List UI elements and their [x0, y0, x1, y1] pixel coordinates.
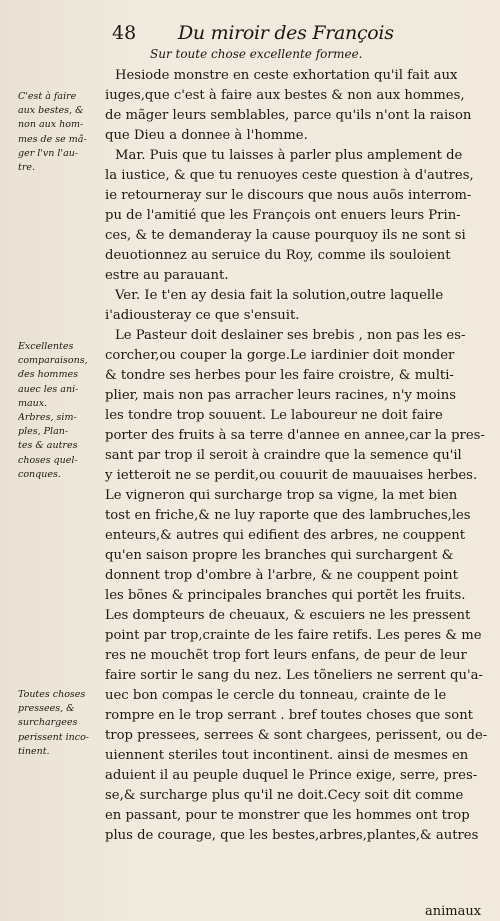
text-line: les tondre trop souuent. Le laboureur ne doit faire	[105, 408, 443, 423]
margin-note-line: ger l'vn l'au-	[18, 147, 79, 159]
text-line: estre au parauant.	[105, 268, 229, 283]
page-number: 48	[112, 22, 137, 44]
margin-note-line: non aux hom-	[18, 119, 84, 131]
text-line: se,& surcharge plus qu'il ne doit.Cecy soit dit comme	[105, 788, 464, 803]
margin-note	[18, 340, 108, 482]
text-line: ie retourneray sur le discours que nous auõs interrom-	[105, 188, 472, 203]
text-line: Les dompteurs de cheuaux, & escuiers ne les pressent	[105, 608, 471, 623]
text-line: corcher,ou couper la gorge.Le iardinier doit monder	[105, 348, 455, 363]
margin-note-line: tes & autres	[18, 440, 78, 452]
text-line: uec bon compas le cercle du tonneau, crainte de le	[105, 688, 447, 703]
text-line: enteurs,& autres qui edifient des arbres, ne couppent	[105, 528, 466, 543]
margin-note-line: pressees, &	[18, 703, 75, 715]
text-line: deuotionnez au seruice du Roy, comme ils souloient	[105, 248, 451, 263]
text-line: trop pressees, serrees & sont chargees, perissent, ou de-	[105, 728, 488, 743]
margin-note-line: tre.	[18, 161, 36, 173]
text-line: plier, mais non pas arracher leurs racines, n'y moins	[105, 388, 457, 403]
margin-note-line: perissent inco-	[18, 731, 90, 743]
text-line: que Dieu a donnee à l'homme.	[105, 128, 308, 143]
text-line: Le Pasteur doit deslainer ses brebis , non pas les es-	[115, 328, 466, 343]
text-line: de mãger leurs semblables, parce qu'ils n'ont la raison	[105, 108, 472, 123]
margin-note-line: Arbres, sim-	[18, 411, 77, 423]
text-line: rompre en le trop serrant . bref toutes choses que sont	[105, 708, 473, 723]
margin-note-line: ples, Plan-	[18, 426, 69, 438]
subheading: Sur toute chose excellente formee.	[150, 47, 363, 61]
text-line: qu'en saison propre les branches qui surchargent &	[105, 548, 454, 563]
text-line: tost en friche,& ne luy raporte que des lambruches,les	[105, 508, 471, 523]
text-line: faire sortir le sang du nez. Les tõneliers ne serrent qu'a-	[105, 668, 483, 683]
text-line: pu de l'amitié que les François ont enuers leurs Prin-	[105, 208, 461, 223]
text-line: Ver. Ie t'en ay desia fait la solution,outre laquelle	[115, 288, 444, 303]
margin-note-line: Toutes choses	[18, 689, 86, 700]
margin-note-line: choses quel-	[18, 454, 78, 466]
text-line: sant par trop il seroit à craindre que la semence qu'il	[105, 448, 462, 463]
text-line: en passant, pour te monstrer que les hommes ont trop	[105, 808, 470, 823]
margin-note-line: comparaisons,	[18, 355, 88, 367]
margin-note-line: tinent.	[18, 745, 50, 757]
text-line: iuges,que c'est à faire aux bestes & non aux hommes,	[105, 88, 465, 103]
text-line: les bõnes & principales branches qui portẽt les fruits.	[105, 588, 466, 603]
text-line: donnent trop d'ombre à l'arbre, & ne couppent point	[105, 568, 458, 583]
margin-note	[18, 688, 108, 759]
catchword: animaux	[425, 904, 482, 919]
margin-note-line: aux bestes, &	[18, 105, 84, 117]
text-line: & tondre ses herbes pour les faire croistre, & multi-	[105, 368, 454, 383]
body-text	[105, 66, 490, 846]
margin-note-line: C'est à faire	[18, 91, 77, 102]
text-line: ces, & te demanderay la cause pourquoy ils ne sont si	[105, 228, 466, 243]
margin-note-line: conques.	[18, 468, 61, 480]
margin-note-line: surchargees	[18, 717, 78, 729]
margin-note-line: maux.	[18, 397, 48, 409]
text-line: uiennent steriles tout incontinent. ainsi de mesmes en	[105, 748, 469, 763]
margin-note	[18, 90, 108, 175]
text-line: Mar. Puis que tu laisses à parler plus amplement de	[115, 148, 463, 163]
text-line: i'adiousteray ce que s'ensuit.	[105, 308, 300, 323]
margin-note-line: des hommes	[18, 369, 78, 381]
text-line: plus de courage, que les bestes,arbres,plantes,& autres	[105, 828, 479, 843]
text-line: la iustice, & que tu renuoyes ceste question à d'autres,	[105, 168, 474, 183]
running-title: Du miroir des François	[178, 22, 394, 44]
text-line: porter des fruits à sa terre d'annee en annee,car la pres-	[105, 428, 485, 443]
text-line: y ietteroit ne se perdit,ou couurit de mauuaises herbes.	[105, 468, 478, 483]
margin-note-line: auec les ani-	[18, 383, 79, 395]
text-line: Le vigneron qui surcharge trop sa vigne, la met bien	[105, 488, 458, 503]
margin-note-line: mes de se mã-	[18, 133, 87, 145]
text-line: Hesiode monstre en ceste exhortation qu'il fait aux	[115, 68, 458, 83]
text-line: aduient il au peuple duquel le Prince exige, serre, pres-	[105, 768, 478, 783]
text-line: res ne mouchẽt trop fort leurs enfans, de peur de leur	[105, 648, 467, 663]
margin-note-line: Excellentes	[18, 341, 74, 352]
text-line: point par trop,crainte de les faire retifs. Les peres & me	[105, 628, 482, 643]
